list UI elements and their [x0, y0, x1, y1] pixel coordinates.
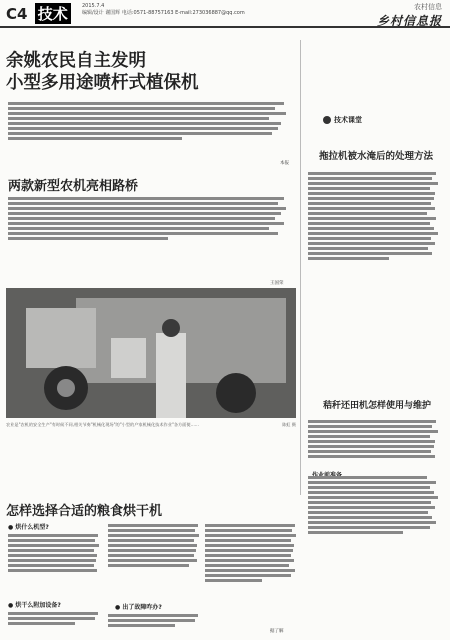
article1-byline: 本报 — [280, 161, 289, 166]
column-body2 — [308, 418, 443, 633]
header-contact: 编辑/设计 谢国辉 电话:0571-88757163 E-mail:273036887@qq.com — [82, 10, 245, 16]
article2-byline: 王国荣 — [270, 281, 284, 286]
column-tag — [323, 115, 362, 125]
tractor-illustration — [6, 288, 296, 418]
header-meta — [82, 3, 245, 17]
masthead-tag: 农村信息 — [414, 3, 442, 11]
masthead — [377, 2, 442, 29]
photo-byline: 陈虹 摄 — [282, 422, 296, 427]
article3-col3 — [205, 522, 300, 632]
article3-byline: 据了解 — [270, 629, 284, 634]
column-tag-label: 技术课堂 — [334, 116, 362, 124]
article3-title: 怎样选择合适的粮食烘干机 — [6, 504, 163, 519]
section-title: 技术 — [35, 3, 71, 24]
column-title2: 秸秆还田机怎样使用与维护 — [322, 401, 431, 411]
article1-title-line1: 余姚农民自主发明 — [6, 51, 146, 71]
article3-col2 — [108, 522, 203, 597]
article3-col2b — [108, 612, 203, 637]
article3-sub1: ● 烘什么机型? — [8, 524, 49, 531]
article1-title-line2: 小型多用途喷杆式植保机 — [6, 73, 199, 93]
header-date: 2015.7.4 — [82, 3, 105, 9]
photo-caption — [6, 422, 296, 428]
column-title1: 拖拉机被水淹后的处理方法 — [318, 151, 433, 162]
column-body1 — [308, 170, 443, 385]
article2-title: 两款新型农机亮相路桥 — [8, 179, 139, 194]
article1-title — [6, 50, 296, 94]
article1-body — [8, 100, 298, 170]
article3-sub3: ● 出了故障咋办? — [115, 604, 162, 611]
section-label — [6, 3, 71, 24]
masthead-name: 乡村信息报 — [376, 14, 442, 28]
page-number: C4 — [6, 5, 28, 23]
article3-col1b — [8, 610, 103, 635]
photo-caption-text: 农业是"农机的安全生产"有时候不同,相关节奏"机械化现场"的"小型的户家机械化技术作业"各方面使…… — [6, 422, 199, 427]
column-divider — [300, 40, 301, 495]
tractor-photo — [6, 288, 296, 418]
page-header — [0, 0, 450, 28]
article2-body — [8, 195, 298, 285]
article3-sub2: ● 烘干么附加设备? — [8, 602, 61, 609]
bullet-icon — [323, 116, 331, 124]
article3-col1 — [8, 532, 103, 592]
